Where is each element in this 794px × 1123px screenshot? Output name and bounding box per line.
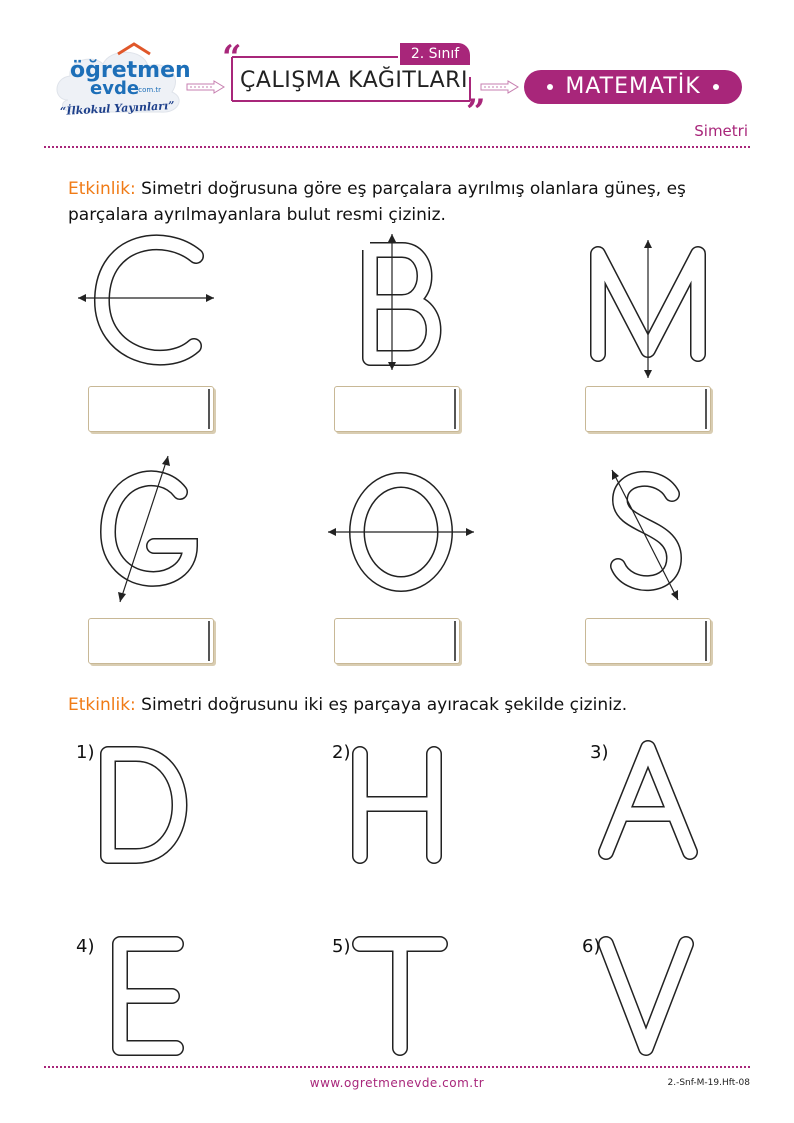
answer-box[interactable] xyxy=(585,618,711,664)
activity1-label: Etkinlik: xyxy=(68,179,136,199)
activity1-text: Simetri doğrusuna göre eş parçalara ayrılmış olanlara güneş, eş parçalara ayrılmayanlara bulut resmi çiziniz. xyxy=(68,179,686,225)
letter-m-figure xyxy=(584,238,714,380)
answer-box[interactable] xyxy=(88,386,214,432)
item-number: 1) xyxy=(76,742,95,763)
letter-a-figure xyxy=(596,738,700,864)
answer-box[interactable] xyxy=(334,618,460,664)
answer-box[interactable] xyxy=(585,386,711,432)
letter-d-figure xyxy=(98,744,198,866)
page-title: ÇALIŞMA KAĞITLARI xyxy=(240,68,468,93)
letter-o-figure xyxy=(326,472,476,592)
activity1-instruction xyxy=(68,176,728,228)
letter-h-figure xyxy=(350,744,446,866)
letter-b-figure xyxy=(352,232,442,372)
letter-t-figure xyxy=(350,934,450,1060)
letter-v-figure xyxy=(596,930,696,1060)
bullet-icon xyxy=(547,84,553,90)
quote-open-icon: “ xyxy=(222,38,242,78)
publisher-logo xyxy=(48,40,198,130)
letter-e-figure xyxy=(110,934,184,1060)
subject-badge xyxy=(524,70,742,104)
header-arrow-icon xyxy=(480,80,520,94)
letter-g-figure xyxy=(94,452,214,612)
logo-tagline: “İlkokul Yayınları” xyxy=(59,99,175,118)
item-number: 3) xyxy=(590,742,609,763)
header-divider xyxy=(44,146,750,148)
bullet-icon xyxy=(713,84,719,90)
logo-word-bottom: evde xyxy=(90,78,140,99)
item-number: 2) xyxy=(332,742,351,763)
letter-c-figure xyxy=(76,236,216,376)
activity2-label: Etkinlik: xyxy=(68,695,136,715)
answer-box[interactable] xyxy=(334,386,460,432)
item-number: 5) xyxy=(332,936,351,957)
grade-badge: 2. Sınıf xyxy=(400,43,470,65)
logo-domain: .com.tr xyxy=(136,86,162,94)
answer-box[interactable] xyxy=(88,618,214,664)
activity2-instruction xyxy=(68,692,728,718)
footer-code: 2.-Snf-M-19.Hft-08 xyxy=(667,1078,750,1088)
quote-close-icon: ” xyxy=(466,92,486,132)
letter-s-figure xyxy=(600,464,690,604)
header-arrow-icon xyxy=(186,80,226,94)
logo-word-top: öğretmen xyxy=(70,58,191,83)
activity2-text: Simetri doğrusunu iki eş parçaya ayıracak şekilde çiziniz. xyxy=(135,695,628,715)
item-number: 4) xyxy=(76,936,95,957)
topic-label: Simetri xyxy=(694,122,748,140)
item-number: 6) xyxy=(582,936,601,957)
footer-url[interactable]: www.ogretmenevde.com.tr xyxy=(309,1076,485,1090)
footer-divider xyxy=(44,1066,750,1068)
subject-label: MATEMATİK xyxy=(565,74,701,99)
